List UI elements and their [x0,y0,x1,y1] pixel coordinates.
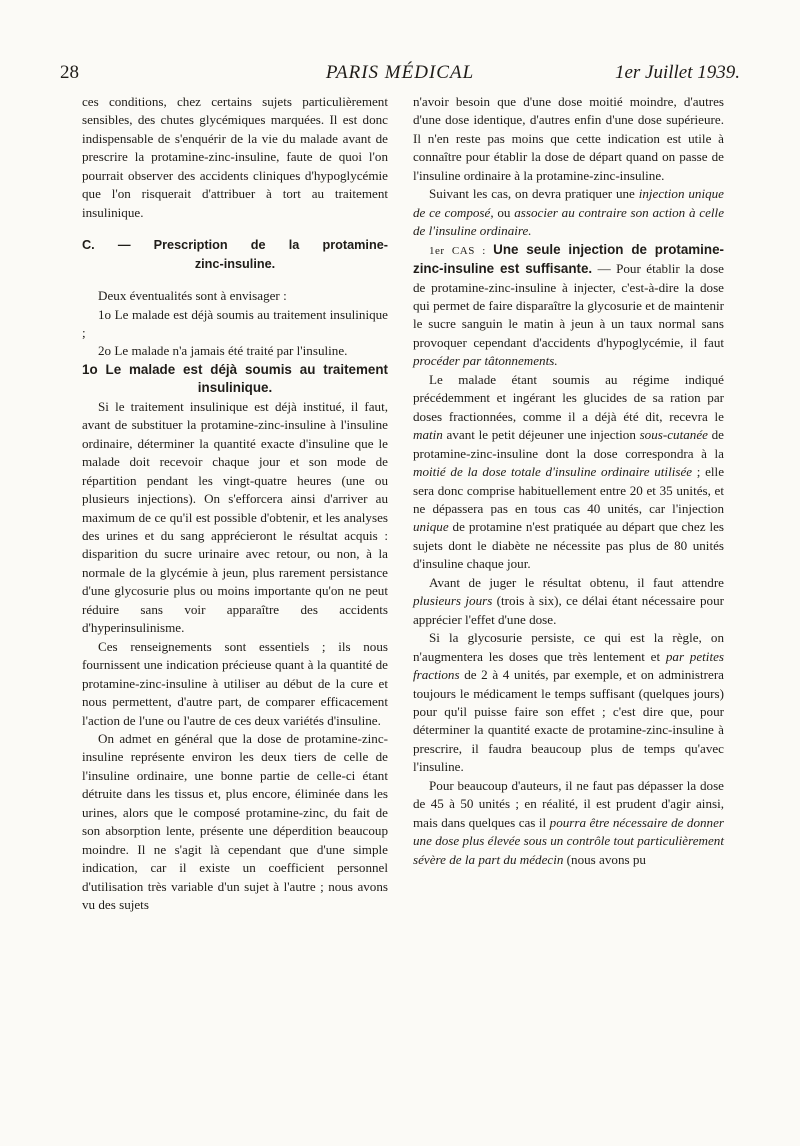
text: de protamine n'est pratiquée au départ que chez les sujets dont le diabète ne nécessite pas plus de 80 unités d'insuline chaque jour. [413,519,724,572]
italic-text: plusieurs jours [413,593,493,609]
text: Pour beaucoup d'auteurs, il ne faut pas dépasser la dose de 45 à 50 unités ; en réalité, il est prudent d'agir ainsi, mais dans quelques cas il [413,777,724,830]
text: Le malade étant soumis au régime indiqué précédemment et ingérant les glucides de sa ration par doses fractionnées, comme il a déjà été dit, recevra le [413,371,724,424]
text: ; elle sera donc comprise habituellement entre 20 et 35 unités, et ne dépassera pas en tous cas 40 unités, car l'injection [413,464,725,516]
text: Si la glycosurie persiste, ce qui est la règle, on n'augmentera les doses que très lentement et [413,630,724,664]
left-column [82,93,388,914]
subsection-heading-line1: 1o Le malade est déjà soumis au traitement [82,361,388,377]
text: (nous avons pu [563,851,646,867]
issue-date: 1er Juillet 1939. [614,62,740,83]
paragraph: Deux éventualités sont à envisager : [98,288,287,304]
list-item: 1o Le malade est déjà soumis au traitement insulinique ; [82,306,388,340]
case-label: 1er CAS : [429,244,486,257]
italic-text: associer au contraire son action à celle de l'insuline ordinaire. [413,204,725,239]
italic-text: moitié de la dose totale d'insuline ordinaire utilisée [413,464,693,480]
spacer [82,273,388,287]
paragraph: ces conditions, chez certains sujets particulièrement sensibles, des chutes glycémiques marquées. Il est donc indispensable de s'enquérir de la vie du malade avant de prescrire la protamine-zinc-insuline, faute de quoi l'on pourrait observer des accidents cliniques d'hypoglycémie que l'on risquerait d'attribuer à tort au traitement insulinique. [82,94,388,220]
italic-text: matin [413,427,443,443]
page-number: 28 [60,62,79,83]
text: de protamine-zinc-insuline dont la dose correspondra à la [413,427,724,461]
section-heading [82,236,388,273]
italic-text: injection unique de ce composé, [413,186,724,220]
section-word: Prescription [153,238,228,253]
text: ou [493,204,515,220]
section-word: de [250,238,266,253]
text: avant le petit déjeuner une injection [442,427,640,443]
paragraph: Si le traitement insulinique est déjà institué, il faut, avant de substituer la protamine-zinc-insuline à l'insuline ordinaire, déterminer la quantité exacte d'insuline que le malade doit recevoir chaque jour et son mode de répartition pendant les vingt-quatre heures (une ou plusieurs injections). On s'efforcera ainsi d'arriver au maximum de ce qu'il est possible d'obtenir, et les analyses des urines et du sang apprécieront le résultat acquis : disparition du sucre urinaire avec retour, ou non, à la normale de la glycémie à jeun, plus rarement persistance d'une glycosurie plus ou moins importante qu'on ne peut réduire sans voir apparaître des accidents d'hyperinsulinisme. [82,398,388,636]
section-letter: C. [82,238,95,253]
paragraph: Ces renseignements sont essentiels ; ils nous fournissent une indication précieuse quant à la quantité de protamine-zinc-insuline à utiliser au début de la cure et nous permettent, d'autre part, de comparer efficacement l'action de l'une ou l'autre de ces deux variétés d'insuline. [82,638,388,728]
list-item: 2o Le malade n'a jamais été traité par l'insuline. [98,343,348,359]
section-word: la [288,238,300,253]
subsection-heading-line2: insulinique. [197,380,273,396]
spacer [82,222,388,236]
case-paragraph [413,241,724,371]
page-header [60,62,740,88]
right-column [413,93,724,869]
subsection-heading [82,361,388,398]
case-title: Une seule injection de protamine-zinc-insuline est suffisante. [413,241,724,277]
paragraph [413,371,724,574]
paragraph [413,185,724,240]
text: Suivant les cas, on devra pratiquer une [429,186,639,202]
text: (trois à six), ce délai étant nécessaire pour apprécier l'effet d'une dose. [413,593,724,627]
paragraph [413,574,724,629]
italic-text: procéder par tâtonnements. [413,353,558,369]
italic-text: unique [413,519,449,535]
section-line2: zinc-insuline. [194,256,276,271]
section-word: protamine- [322,238,388,253]
text: — Pour établir la dose de protamine-zinc-insuline à injecter, c'est-à-dire la dose qui permet de faire disparaître la glycosurie et de maintenir le sucre sanguin le matin à jeun à un taux normal sans provoquer cependant d'accidents d'hypoglycémie, il faut [413,261,724,350]
paragraph [413,777,724,869]
paragraph: On admet en général que la dose de protamine-zinc-insuline représente environ les deux tiers de celle de l'insuline ordinaire, une bonne partie de celle-ci étant détruite dans les tissus et, plus encore, éliminée dans les urines, alors que le composé protamine-zinc, du fait de son absorption lente, présente une déperdition beaucoup moindre. Il ne s'agit là cependant que d'une simple indication, car il existe un coefficient personnel d'utilisation très variable d'un sujet à l'autre ; nous avons vu des sujets [82,730,388,913]
text: Avant de juger le résultat obtenu, il faut attendre [429,574,724,590]
journal-title: PARIS MÉDICAL [325,62,475,83]
paragraph: n'avoir besoin que d'une dose moitié moindre, d'autres d'une dose identique, d'autres enfin d'une dose supérieure. Il n'en reste pas moins que cette indication est utile à connaître pour établir la dose de départ quand on passe de l'insuline ordinaire à la protamine-zinc-insuline. [413,94,724,183]
paragraph [413,629,724,777]
text: de 2 à 4 unités, par exemple, et on administrera toujours le médicament le temps suffisant (quelques jours) pour qu'il puisse faire son effet ; c'est dire que, pour déterminer la quantité exacte de protamine-zinc-insuline à prescrire, il faudra beaucoup plus de temps qu'avec l'insuline. [413,667,724,775]
italic-text: pourra être nécessaire de donner une dose plus élevée sous un contrôle tout particulièrement sévère de la part du médecin [413,814,725,867]
section-dash: — [117,238,131,253]
italic-text: sous-cutanée [639,427,708,443]
italic-text: par petites fractions [413,648,724,683]
